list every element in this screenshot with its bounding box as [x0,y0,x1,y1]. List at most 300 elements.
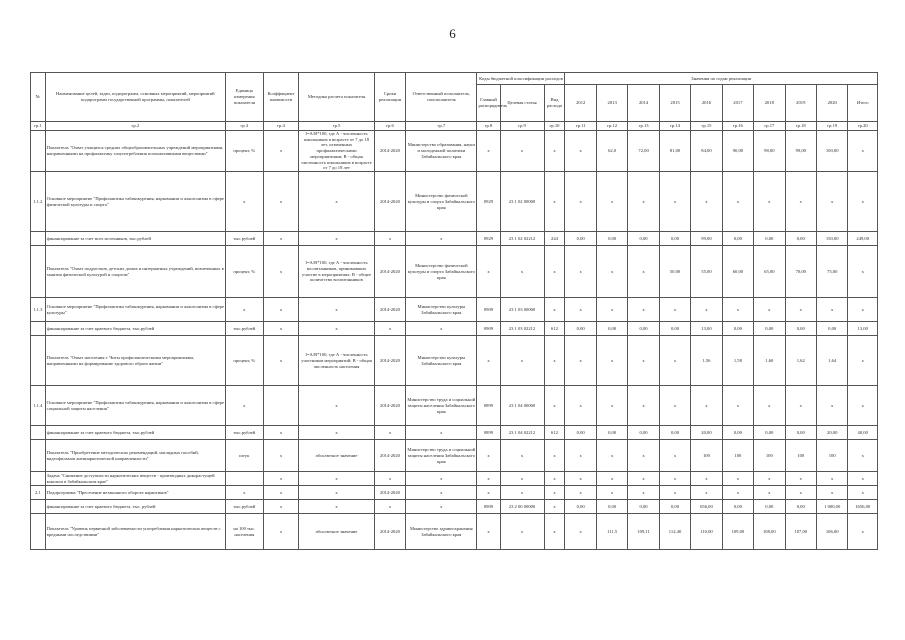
row-year-value: x [565,486,596,500]
row-year-value: 1,58 [722,336,753,386]
table-row [31,246,878,298]
row-year-value: 0,00 [659,322,690,336]
row-vr: x [544,172,565,232]
row-year-value: x [691,298,722,322]
row-year-value: x [754,172,785,232]
row-admin: 0909 [477,298,500,322]
column-number: гр.11 [565,122,596,131]
row-year-value: 0,00 [565,322,596,336]
row-exec: Министерство культуры Забайкальского края [406,298,477,322]
row-exec: Министерство труда и социальной защиты населения Забайкальского края [406,386,477,426]
row-vr: x [544,246,565,298]
row-coef [263,386,299,426]
column-number: гр.13 [628,122,659,131]
row-name: Основное мероприятие "Профилактика табакокурения, наркомании и алкоголизма в сфере физической культуры и спорта" [45,172,225,232]
row-year-value: 0,00 [785,426,816,440]
row-method: x [299,172,374,232]
row-exec: x [406,500,477,514]
header-year: 2018 [754,85,785,122]
row-year-value: 60,00 [722,246,753,298]
row-year-value: x [628,440,659,472]
row-year-value: 0,00 [785,500,816,514]
row-term: 2014-2020 [374,172,405,232]
row-coef: x [263,486,299,500]
row-vr: x [544,472,565,486]
table-row [31,426,878,440]
row-year-value: x [659,486,690,500]
column-number: гр.17 [754,122,785,131]
row-year-value: 20,00 [816,426,847,440]
header-admin: Главный распорядитель [477,85,500,122]
row-vr: x [544,336,565,386]
row-method: x [299,298,374,322]
row-year-value: x [691,172,722,232]
row-csr: x [500,486,544,500]
row-year-value: 0,00 [565,232,596,246]
row-year-value: x [596,298,627,322]
row-term: 2014-2020 [374,386,405,426]
row-year-value: x [754,472,785,486]
row-term: 2014-2020 [374,440,405,472]
row-year-value: x [722,486,753,500]
row-year-value: x [565,172,596,232]
row-unit: тыс.рублей [225,500,263,514]
column-number: гр.2 [45,122,225,131]
row-year-value: x [691,486,722,500]
program-table [30,72,878,550]
row-year-value: 81,00 [659,131,690,172]
row-admin: 0929 [477,232,500,246]
row-term: x [374,322,405,336]
row-year-value: x [565,131,596,172]
row-year-value: 110,00 [691,514,722,550]
row-coef: x [263,232,299,246]
row-name: Подпрограмма "Пресечение незаконного оборота наркотиков" [45,486,225,500]
row-unit: штук [225,440,263,472]
row-year-value: x [816,298,847,322]
row-name: финансирование за счет краевого бюджета, тыс. рублей [45,500,225,514]
row-exec: x [406,486,477,500]
row-vr: 612 [544,322,565,336]
row-year-value: x [754,486,785,500]
row-exec: Министерство здравоохранения Забайкальского края [406,514,477,550]
row-year-value: 0,00 [785,322,816,336]
row-year-value: 100 [816,440,847,472]
row-year-value: x [565,440,596,472]
row-year-value: 99,00 [691,232,722,246]
row-year-value: x [659,386,690,426]
row-year-value: 0,00 [722,500,753,514]
row-num [31,514,46,550]
row-year-value: x [816,486,847,500]
column-number: гр.12 [596,122,627,131]
row-unit: x [225,386,263,426]
row-year-value: x [816,172,847,232]
row-admin: 0899 [477,386,500,426]
row-admin: x [477,336,500,386]
row-year-value: 100 [785,440,816,472]
row-vr: x [544,440,565,472]
row-admin: 0909 [477,500,500,514]
row-total: 40,00 [848,426,878,440]
row-year-value: x [722,298,753,322]
row-exec: Министерство физической культуры и спорта Забайкальского края [406,172,477,232]
row-csr: x [500,131,544,172]
row-total: x [848,172,878,232]
row-unit [225,472,263,486]
row-unit: тыс.рублей [225,232,263,246]
column-number: гр.6 [374,122,405,131]
column-number: гр.8 [477,122,500,131]
row-name: Показатель "Приобретение методических рекомендаций, наглядных пособий, видеофильмов антинаркотической направленности" [45,440,225,472]
row-admin: 0899 [477,426,500,440]
row-exec: x [406,322,477,336]
column-number: гр.1 [31,122,46,131]
row-csr: 23 1 03 00000 [500,298,544,322]
row-num: 1.1.2 [31,172,46,232]
row-name: финансирование за счет краевого бюджета, тыс.рублей [45,426,225,440]
row-year-value: x [596,472,627,486]
column-number: гр.19 [816,122,847,131]
row-num [31,336,46,386]
row-num [31,232,46,246]
table-row [31,232,878,246]
row-year-value: 108,00 [754,514,785,550]
row-year-value: 100 [722,440,753,472]
row-csr: x [500,472,544,486]
table-row [31,386,878,426]
table-row [31,472,878,486]
row-term: 2014-2020 [374,131,405,172]
row-total: x [848,298,878,322]
row-year-value: 112,40 [659,514,690,550]
row-year-value: x [816,386,847,426]
row-year-value: x [628,486,659,500]
row-exec: x [406,472,477,486]
page-number: 6 [449,26,456,41]
row-year-value: 1 000,00 [816,500,847,514]
table-row [31,486,878,500]
row-coef: x [263,514,299,550]
row-unit: на 100 тыс. населения [225,514,263,550]
row-csr: 23 1 04 02212 [500,426,544,440]
row-total: 13,00 [848,322,878,336]
row-year-value: 0,00 [722,232,753,246]
row-admin: 0929 [477,172,500,232]
row-num [31,131,46,172]
row-year-value: x [754,386,785,426]
row-vr: x [544,514,565,550]
row-year-value: x [596,172,627,232]
row-num [31,246,46,298]
row-year-value: 0,00 [754,500,785,514]
row-total: x [848,386,878,426]
row-num [31,500,46,514]
row-year-value: 1,56 [691,336,722,386]
column-number: гр.9 [500,122,544,131]
row-year-value: 72,00 [628,131,659,172]
column-number: гр.20 [848,122,878,131]
row-coef: x [263,500,299,514]
row-year-value: 0,00 [659,426,690,440]
row-csr: x [500,440,544,472]
row-year-value: 0,00 [596,500,627,514]
row-year-value: x [659,440,690,472]
row-year-value: 109,00 [722,514,753,550]
row-year-value: 0,00 [816,322,847,336]
row-year-value: 0,00 [659,232,690,246]
row-year-value: x [628,386,659,426]
row-coef: x [263,298,299,322]
row-year-value: 100 [754,440,785,472]
header-total: Итого [848,85,878,122]
column-number: гр.14 [659,122,690,131]
row-total: x [848,472,878,486]
row-coef: x [263,246,299,298]
row-method: абсолютное значение [299,514,374,550]
row-year-value: 13,00 [691,322,722,336]
row-coef: x [263,336,299,386]
row-name: Основное мероприятие "Профилактика табакокурения, наркомании и алкоголизма в сфере социальной защиты населения" [45,386,225,426]
row-num: 1.1.3 [31,298,46,322]
row-term: 2014-2020 [374,486,405,500]
row-year-value: 0,00 [565,500,596,514]
header-name: Наименование целей, задач, подпрограмм, основных мероприятий, мероприятий подпрограмм государственной программы, показателей [45,73,225,122]
row-csr: x [500,246,544,298]
row-year-value: 0,00 [596,426,627,440]
row-coef: x [263,322,299,336]
row-unit: x [225,172,263,232]
row-total: x [848,336,878,386]
row-year-value: x [785,298,816,322]
table-row [31,298,878,322]
row-year-value: x [628,298,659,322]
row-year-value: 0,00 [659,500,690,514]
row-year-value: x [659,172,690,232]
row-coef: x [263,131,299,172]
row-exec: Министерство образования, науки и молодежной политики Забайкальского края [406,131,477,172]
row-total: x [848,246,878,298]
row-year-value: x [722,172,753,232]
column-number: гр.18 [785,122,816,131]
row-year-value: x [596,246,627,298]
row-exec: Министерство физической культуры и спорта Забайкальского края [406,246,477,298]
row-year-value: 0,00 [785,232,816,246]
row-total: x [848,514,878,550]
header-coef: Коэффициент значимости [263,73,299,122]
row-year-value: x [785,486,816,500]
row-year-value: x [628,246,659,298]
row-unit: процент, % [225,131,263,172]
header-year: 2020 [816,85,847,122]
row-exec: x [406,426,477,440]
row-method: абсолютное значение [299,440,374,472]
column-number: гр.5 [299,122,374,131]
row-csr: x [500,336,544,386]
row-name: Задача "Снижение доступности наркотических веществ - производных дикорастущей конопли в Забайкальском крае" [45,472,225,486]
row-csr: 23 1 02 00000 [500,172,544,232]
row-year-value: 1,64 [816,336,847,386]
row-unit: тыс.рублей [225,322,263,336]
row-year-value: x [754,298,785,322]
row-year-value: 98,00 [754,131,785,172]
row-year-value: x [596,440,627,472]
row-name: финансирование за счет краевого бюджета, тыс.рублей [45,322,225,336]
header-budget: Коды бюджетной классификации расходов [477,73,565,85]
column-number: гр.4 [263,122,299,131]
header-year: 2014 [628,85,659,122]
table-row [31,172,878,232]
row-name: Показатель "Уровень первичной заболеваемости употребления наркотических веществ с вредными последствиями" [45,514,225,550]
row-year-value: 0,00 [596,232,627,246]
row-admin: x [477,486,500,500]
row-year-value: 106,00 [816,514,847,550]
header-year: 2016 [691,85,722,122]
header-term: Сроки реализации [374,73,405,122]
row-year-value: 150,00 [816,232,847,246]
row-year-value: x [659,472,690,486]
row-admin: x [477,246,500,298]
row-csr: 23 1 02 02212 [500,232,544,246]
row-vr: x [544,500,565,514]
row-name: Основное мероприятие "Профилактика табакокурения, наркомании и алкоголизма в сфере культуры" [45,298,225,322]
row-year-value: x [628,472,659,486]
row-csr: 23 2 00 00000 [500,500,544,514]
row-year-value: x [691,472,722,486]
row-year-value: 111,5 [596,514,627,550]
row-method: x [299,472,374,486]
row-year-value: 656,00 [691,500,722,514]
row-method: x [299,500,374,514]
row-method: x [299,232,374,246]
row-term: x [374,232,405,246]
row-term: x [374,472,405,486]
header-year: 2015 [659,85,690,122]
row-total: 249,00 [848,232,878,246]
row-csr: 23 1 03 02212 [500,322,544,336]
row-year-value: 84,00 [691,131,722,172]
header-num: № [31,73,46,122]
row-year-value: x [596,486,627,500]
row-year-value: 62,0 [596,131,627,172]
row-vr: x [544,486,565,500]
row-method: I=A/B*100, где А - численность участников мероприятий; В - общая численность населения [299,336,374,386]
table-row [31,322,878,336]
header-csr: Целевая статья [500,85,544,122]
row-num [31,472,46,486]
column-number: гр.15 [691,122,722,131]
row-year-value: x [785,386,816,426]
row-vr: x [544,298,565,322]
row-year-value: 107,00 [785,514,816,550]
row-year-value: x [785,472,816,486]
row-year-value: x [565,386,596,426]
row-year-value: x [565,298,596,322]
row-coef: x [263,172,299,232]
row-year-value: x [565,336,596,386]
row-num [31,440,46,472]
row-year-value: x [722,386,753,426]
row-num [31,322,46,336]
row-num: 2.1 [31,486,46,500]
row-total: x [848,486,878,500]
row-method: x [299,386,374,426]
row-csr: 23 1 04 00000 [500,386,544,426]
row-coef: x [263,440,299,472]
row-year-value: 70,00 [785,246,816,298]
row-year-value: 0,00 [565,426,596,440]
row-year-value: 0,00 [754,322,785,336]
row-year-value: x [722,472,753,486]
row-unit: процент, % [225,246,263,298]
row-vr: x [544,131,565,172]
row-year-value: 1,60 [754,336,785,386]
row-term: 2014-2020 [374,514,405,550]
row-admin: x [477,440,500,472]
row-exec: Министерство труда и социальной защиты населения Забайкальского края [406,440,477,472]
header-unit: Единица измерения показателя [225,73,263,122]
row-vr: 612 [544,426,565,440]
row-total: x [848,131,878,172]
row-year-value: x [596,336,627,386]
row-year-value: x [565,472,596,486]
row-admin: 0909 [477,322,500,336]
table-row [31,514,878,550]
row-term: 2014-2020 [374,336,405,386]
row-unit: x [225,298,263,322]
row-coef: x [263,426,299,440]
column-number: гр.16 [722,122,753,131]
header-year: 2012 [565,85,596,122]
row-name: Показатель "Охват учащихся средних общеобразовательных учреждений мероприятиями, направленными на профилактику злоупотребления психоактивными веществами" [45,131,225,172]
column-number: гр.3 [225,122,263,131]
row-year-value: 0,00 [628,500,659,514]
row-year-value: x [785,172,816,232]
table-row [31,336,878,386]
header-vr: Вид расхода [544,85,565,122]
row-year-value: x [596,386,627,426]
row-vr: 244 [544,232,565,246]
row-method: I=A/B*100, где А - численность воспитанников, принимавших участие в мероприятиях; В - общее количество воспитанников [299,246,374,298]
row-year-value: 20,00 [691,426,722,440]
row-method: x [299,486,374,500]
header-values: Значения по годам реализации [565,73,878,85]
row-term: x [374,426,405,440]
column-number: гр.10 [544,122,565,131]
row-year-value: x [628,172,659,232]
row-year-value: x [659,298,690,322]
row-total: 1656,00 [848,500,878,514]
row-year-value: 0,00 [596,322,627,336]
row-year-value: 0,00 [628,426,659,440]
row-admin: x [477,472,500,486]
header-year: 2017 [722,85,753,122]
row-year-value: x [691,386,722,426]
row-term: 2014-2020 [374,246,405,298]
row-unit: x [225,486,263,500]
row-num [31,426,46,440]
row-name: финансирование за счет всех источников, тыс.рублей [45,232,225,246]
row-year-value: 99,00 [785,131,816,172]
row-year-value: 109,11 [628,514,659,550]
header-method: Методика расчета показателя [299,73,374,122]
row-year-value: 65,00 [754,246,785,298]
row-num: 1.1.4 [31,386,46,426]
header-exec: Ответственный исполнитель, соисполнитель [406,73,477,122]
row-unit: процент, % [225,336,263,386]
table-row [31,131,878,172]
row-admin: x [477,131,500,172]
